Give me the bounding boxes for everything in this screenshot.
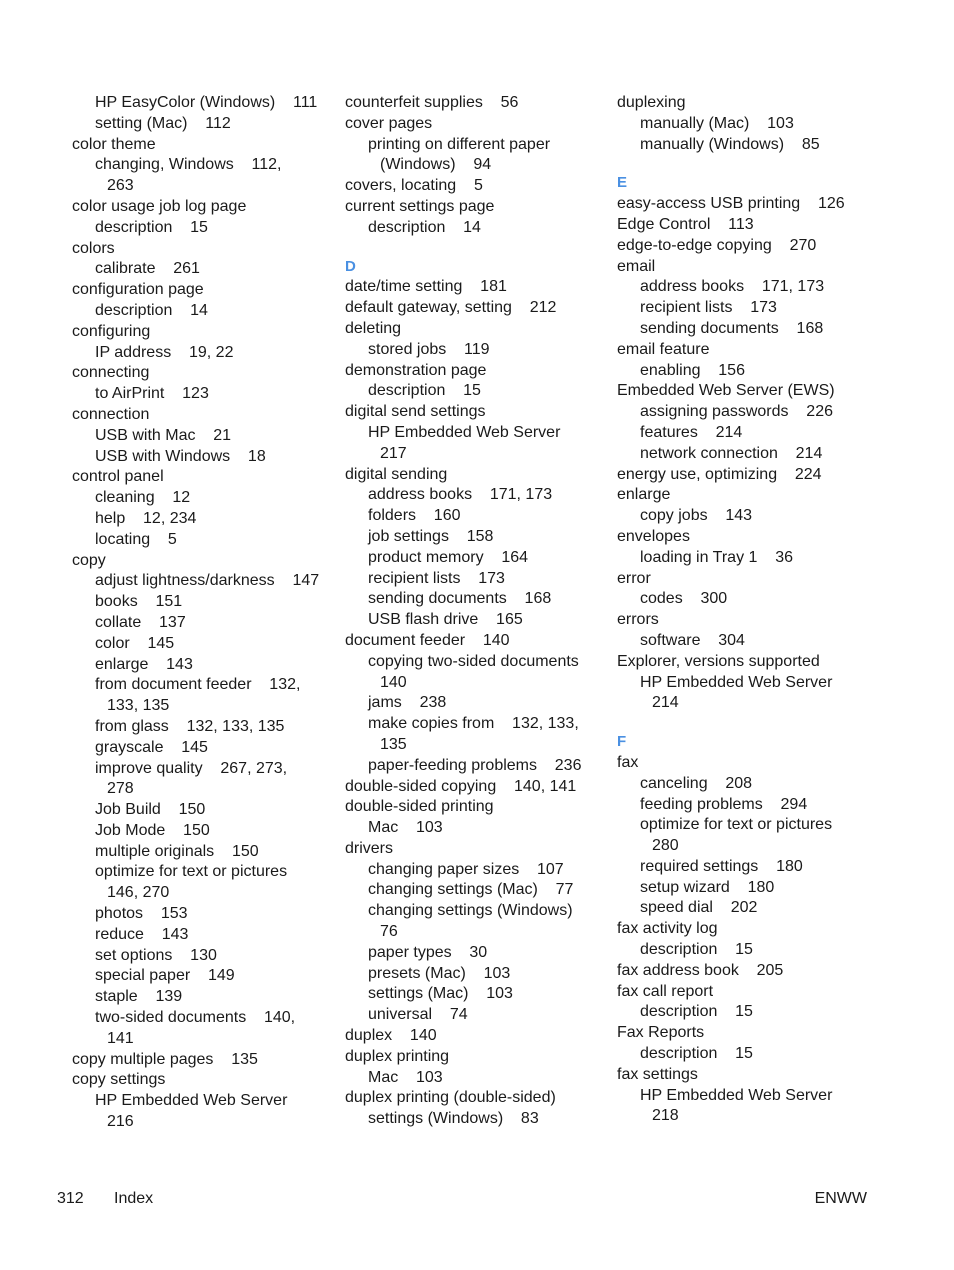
index-subentry: make copies from 132, 133,: [368, 715, 579, 733]
index-subentry: paper-feeding problems 236: [368, 756, 582, 774]
index-subentry: help 12, 234: [95, 509, 197, 527]
index-entry: double-sided copying 140, 141: [345, 777, 577, 795]
index-entry: fax call report: [617, 982, 714, 1000]
index-subentry: calibrate 261: [95, 260, 200, 278]
index-subentry: Mac 103: [368, 1068, 443, 1086]
index-entry: color theme: [72, 135, 156, 153]
index-entry: Explorer, versions supported: [617, 652, 820, 670]
index-entry: document feeder 140: [345, 631, 510, 649]
index-subentry: universal 74: [368, 1006, 468, 1024]
page-number: 312: [57, 1190, 84, 1207]
index-subentry: description 15: [640, 1003, 753, 1021]
index-subentry: changing paper sizes 107: [368, 860, 564, 878]
index-subentry: changing settings (Windows): [368, 902, 573, 920]
index-entry: digital send settings: [345, 403, 486, 421]
index-subentry: HP EasyColor (Windows) 111: [95, 94, 318, 111]
index-subentry: feeding problems 294: [640, 795, 808, 813]
index-letter-heading: F: [617, 733, 627, 751]
index-entry-continuation: 263: [107, 177, 134, 195]
index-subentry: Job Build 150: [95, 801, 206, 819]
index-subentry: network connection 214: [640, 444, 823, 462]
index-subentry: color 145: [95, 634, 175, 652]
index-entry: errors: [617, 611, 659, 629]
index-subentry: sending documents 168: [368, 590, 552, 608]
index-entry: easy-access USB printing 126: [617, 195, 845, 213]
index-subentry: HP Embedded Web Server: [368, 423, 561, 441]
index-entry: counterfeit supplies 56: [345, 94, 519, 111]
index-subentry: paper types 30: [368, 943, 488, 961]
index-subentry: recipient lists 173: [640, 299, 777, 317]
index-entry: connection: [72, 405, 150, 423]
index-subentry: address books 171, 173: [368, 486, 553, 504]
index-entry: duplex printing: [345, 1047, 450, 1065]
index-entry: duplexing: [617, 94, 686, 111]
index-subentry: manually (Windows) 85: [640, 135, 820, 153]
index-entry: cover pages: [345, 114, 433, 132]
index-subentry: folders 160: [368, 507, 461, 525]
index-column-1: [72, 93, 327, 1133]
index-column-3: [617, 93, 877, 1127]
index-subentry: photos 153: [95, 905, 188, 923]
index-subentry: set options 130: [95, 946, 217, 964]
index-entry: default gateway, setting 212: [345, 299, 557, 317]
index-entry: copy multiple pages 135: [72, 1050, 258, 1068]
index-entry: Fax Reports: [617, 1024, 705, 1042]
index-subentry: description 15: [640, 941, 753, 959]
index-subentry: job settings 158: [368, 527, 494, 545]
index-subentry: recipient lists 173: [368, 569, 505, 587]
index-entry: demonstration page: [345, 361, 487, 379]
index-subentry: required settings 180: [640, 857, 803, 875]
index-subentry: description 14: [368, 218, 481, 236]
index-subentry: optimize for text or pictures: [640, 816, 833, 834]
index-subentry: special paper 149: [95, 967, 235, 985]
index-entry-continuation: 280: [652, 837, 679, 855]
index-entry: edge-to-edge copying 270: [617, 236, 817, 254]
index-subentry: product memory 164: [368, 548, 529, 566]
section-name: Index: [114, 1190, 154, 1207]
index-subentry: jams 238: [368, 694, 447, 712]
index-subentry: speed dial 202: [640, 899, 758, 917]
index-subentry: features 214: [640, 423, 743, 441]
index-entry-continuation: 278: [107, 780, 134, 798]
index-entry: connecting: [72, 364, 150, 382]
index-subentry: grayscale 145: [95, 738, 208, 756]
index-subentry: optimize for text or pictures: [95, 863, 288, 881]
index-entry: fax: [617, 753, 639, 771]
index-entry: duplex 140: [345, 1027, 437, 1045]
index-subentry: collate 137: [95, 613, 186, 631]
index-entry: digital sending: [345, 465, 448, 483]
index-subentry: software 304: [640, 631, 745, 649]
index-subentry: stored jobs 119: [368, 340, 490, 358]
index-entry: configuration page: [72, 281, 204, 299]
index-subentry: HP Embedded Web Server: [640, 673, 833, 691]
index-subentry: Mac 103: [368, 819, 443, 837]
index-entry: colors: [72, 239, 115, 257]
index-entry-continuation: 76: [380, 923, 398, 941]
index-entry: control panel: [72, 468, 164, 486]
index-entry-continuation: 214: [652, 694, 679, 712]
index-subentry: description 15: [368, 382, 481, 400]
index-entry: deleting: [345, 319, 402, 337]
index-subentry: HP Embedded Web Server: [95, 1092, 288, 1110]
index-entry: copy: [72, 551, 106, 569]
index-subentry: description 14: [95, 301, 208, 319]
index-entry: error: [617, 569, 651, 587]
index-subentry: copying two-sided documents: [368, 652, 579, 670]
index-subentry: multiple originals 150: [95, 842, 259, 860]
index-subentry: from glass 132, 133, 135: [95, 717, 285, 735]
index-entry: double-sided printing: [345, 798, 494, 816]
index-entry: duplex printing (double-sided): [345, 1089, 556, 1107]
index-subentry: settings (Mac) 103: [368, 985, 513, 1003]
index-letter-heading: D: [345, 257, 356, 275]
index-entry-continuation: (Windows) 94: [380, 156, 492, 174]
index-subentry: IP address 19, 22: [95, 343, 234, 361]
index-subentry: loading in Tray 1 36: [640, 548, 793, 566]
index-subentry: cleaning 12: [95, 489, 191, 507]
index-subentry: codes 300: [640, 590, 728, 608]
index-entry: fax activity log: [617, 920, 718, 938]
index-subentry: two-sided documents 140,: [95, 1009, 296, 1027]
index-entry: energy use, optimizing 224: [617, 465, 822, 483]
index-letter-heading: E: [617, 174, 628, 192]
index-subentry: books 151: [95, 593, 183, 611]
index-entry: covers, locating 5: [345, 177, 483, 195]
index-subentry: printing on different paper: [368, 135, 551, 153]
index-entry: email feature: [617, 340, 710, 358]
index-column-2: [345, 93, 600, 1130]
index-entry: Embedded Web Server (EWS): [617, 382, 835, 400]
index-subentry: changing, Windows 112,: [95, 156, 282, 174]
index-subentry: address books 171, 173: [640, 278, 825, 296]
index-subentry: HP Embedded Web Server: [640, 1086, 833, 1104]
index-subentry: setup wizard 180: [640, 878, 775, 896]
index-subentry: setting (Mac) 112: [95, 114, 231, 132]
index-entry-continuation: 216: [107, 1113, 134, 1131]
index-subentry: enlarge 143: [95, 655, 193, 673]
index-entry-continuation: 141: [107, 1029, 134, 1047]
index-subentry: adjust lightness/darkness 147: [95, 572, 320, 590]
index-subentry: description 15: [95, 218, 208, 236]
index-subentry: description 15: [640, 1045, 753, 1063]
index-entry: color usage job log page: [72, 197, 247, 215]
index-subentry: reduce 143: [95, 925, 189, 943]
index-entry: copy settings: [72, 1071, 166, 1089]
index-entry: Edge Control 113: [617, 215, 754, 233]
index-subentry: USB with Mac 21: [95, 426, 232, 444]
index-subentry: staple 139: [95, 988, 183, 1006]
index-subentry: manually (Mac) 103: [640, 114, 794, 132]
index-entry-continuation: 135: [380, 735, 407, 753]
index-subentry: canceling 208: [640, 774, 753, 792]
index-subentry: changing settings (Mac) 77: [368, 881, 574, 899]
index-subentry: enabling 156: [640, 361, 745, 379]
document-code: ENWW: [814, 1190, 867, 1207]
index-subentry: USB with Windows 18: [95, 447, 266, 465]
index-entry-continuation: 140: [380, 673, 407, 691]
index-subentry: sending documents 168: [640, 319, 824, 337]
index-entry-continuation: 217: [380, 444, 407, 462]
index-entry: envelopes: [617, 527, 690, 545]
index-subentry: Job Mode 150: [95, 821, 210, 839]
index-subentry: USB flash drive 165: [368, 611, 523, 629]
index-subentry: locating 5: [95, 530, 177, 548]
index-entry: drivers: [345, 839, 394, 857]
index-subentry: assigning passwords 226: [640, 403, 833, 421]
index-subentry: copy jobs 143: [640, 507, 753, 525]
index-entry: fax settings: [617, 1065, 698, 1083]
index-entry: fax address book 205: [617, 961, 784, 979]
index-subentry: to AirPrint 123: [95, 385, 209, 403]
index-entry: enlarge: [617, 486, 671, 504]
index-entry-continuation: 146, 270: [107, 884, 170, 902]
index-subentry: from document feeder 132,: [95, 676, 301, 694]
index-subentry: settings (Windows) 83: [368, 1110, 539, 1128]
index-entry: configuring: [72, 322, 151, 340]
index-subentry: improve quality 267, 273,: [95, 759, 288, 777]
index-entry: date/time setting 181: [345, 278, 507, 296]
index-entry-continuation: 218: [652, 1107, 679, 1125]
index-entry-continuation: 133, 135: [107, 697, 170, 715]
index-entry: current settings page: [345, 197, 495, 215]
index-entry: email: [617, 257, 656, 275]
index-subentry: presets (Mac) 103: [368, 964, 511, 982]
